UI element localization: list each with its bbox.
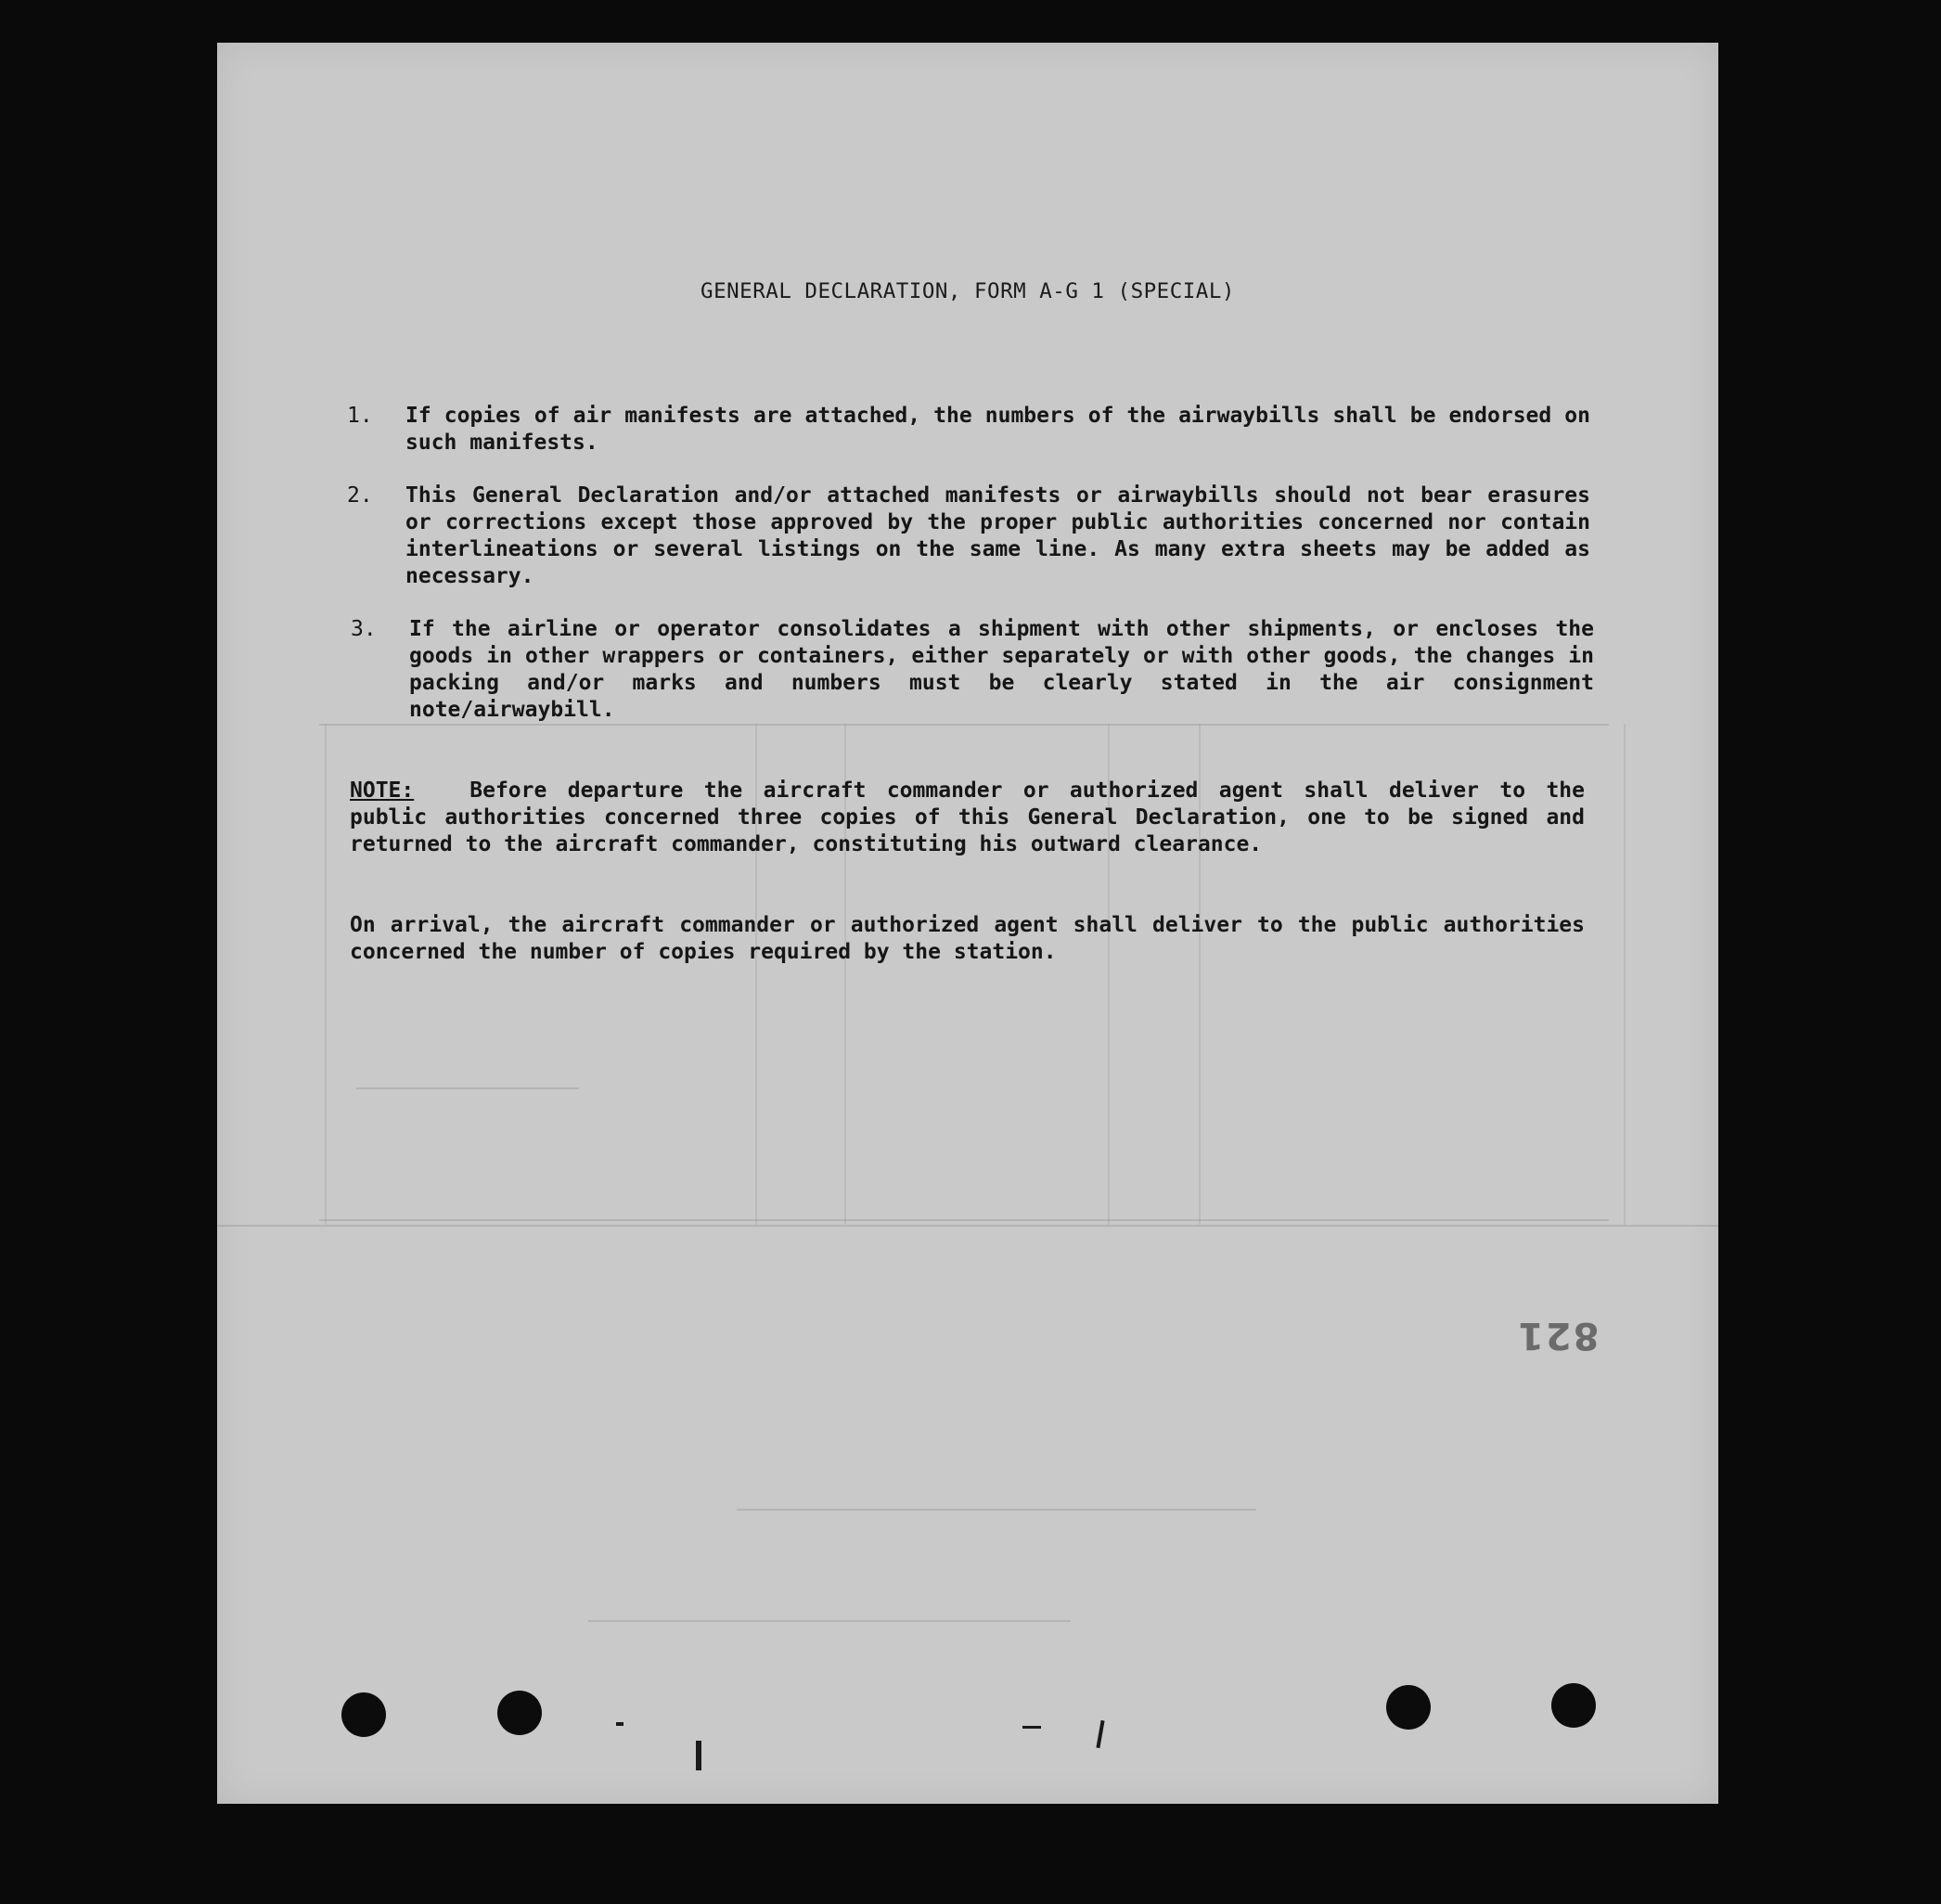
binder-hole bbox=[1551, 1683, 1596, 1728]
instruction-item-1 bbox=[347, 403, 1590, 457]
binder-hole bbox=[497, 1691, 542, 1735]
item-text: If copies of air manifests are attached, the numbers of the airwaybills shall be endorsed on such manifests. bbox=[405, 404, 1590, 455]
note-text: Before departure the aircraft commander or authorized agent shall deliver to the public authorities concerned three copies of this General Declaration, one to be signed and returned to the aircraft commander, constituting his outward clearance. bbox=[350, 778, 1585, 856]
note-label: NOTE: bbox=[350, 778, 415, 803]
document-title: GENERAL DECLARATION, FORM A-G 1 (SPECIAL) bbox=[701, 279, 1235, 303]
item-text: If the airline or operator consolidates a shipment with other shipments, or encloses the goods in other wrappers or containers, either separately or with other goods, the changes in packing and/or marks and numbers must be clearly stated in the air consignment note/airwaybill. bbox=[409, 617, 1594, 722]
arrival-paragraph: On arrival, the aircraft commander or authorized agent shall deliver to the public authorities concerned the number of copies required by the station. bbox=[350, 913, 1585, 964]
document-page bbox=[217, 43, 1718, 1804]
ink-speck bbox=[1096, 1720, 1104, 1748]
instruction-item-2 bbox=[347, 482, 1590, 590]
binder-hole bbox=[1386, 1685, 1431, 1730]
instruction-item-3 bbox=[351, 616, 1594, 724]
mirrored-stamp-number: 821 bbox=[1516, 1314, 1600, 1357]
item-number: 3. bbox=[351, 617, 377, 641]
note-paragraph bbox=[350, 778, 1585, 858]
item-number: 2. bbox=[347, 483, 373, 508]
item-number: 1. bbox=[347, 404, 373, 428]
binder-hole bbox=[341, 1692, 386, 1737]
ink-speck bbox=[696, 1741, 701, 1770]
ink-speck bbox=[1022, 1726, 1041, 1729]
ink-speck bbox=[616, 1722, 623, 1726]
item-text: This General Declaration and/or attached manifests or airwaybills should not bear erasures or corrections except those approved by the proper public authorities concerned nor contain interlineations or several listings on the same line. As many extra sheets may be added as necessary. bbox=[405, 483, 1590, 588]
